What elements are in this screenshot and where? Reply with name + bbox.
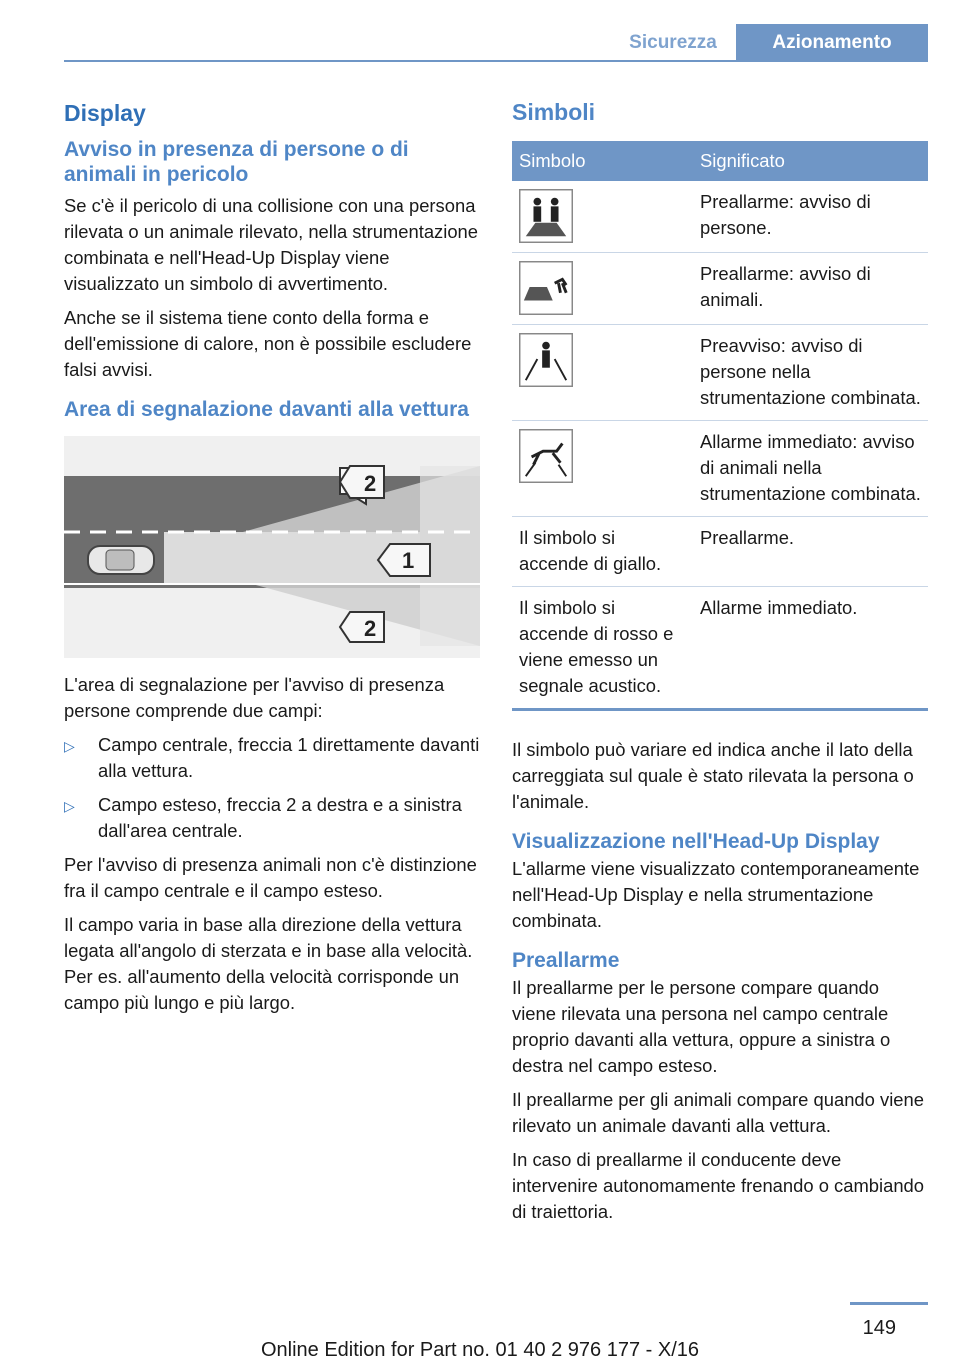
table-row	[512, 587, 928, 710]
paragraph: Anche se il sistema tiene conto della forma e dell'emissione di calore, non è possibile escludere falsi avvisi.	[64, 307, 472, 380]
meaning-cell: Allarme immediato: avviso di animali nella strumentazione combinata.	[693, 421, 928, 517]
edition-footer: Online Edition for Part no. 01 40 2 976 177 - X/16	[260, 1339, 700, 1361]
tab-sicurezza[interactable]: Sicurezza	[629, 32, 717, 53]
paragraph: L'allarme viene visualizzato contemporaneamente nell'Head-Up Display e nella strumentazione combinata.	[512, 858, 920, 931]
right-column	[512, 100, 928, 1233]
table-row	[512, 421, 928, 517]
meaning-cell: Preallarme.	[693, 517, 928, 587]
col-header-meaning: Significato	[693, 141, 928, 181]
list-item: ▷ Campo esteso, freccia 2 a destra e a sinistra dall'area centrale.	[64, 792, 480, 844]
heading-area: Area di segnalazione davanti alla vettura	[64, 398, 469, 421]
triangle-bullet-icon: ▷	[64, 798, 75, 814]
table-row	[512, 325, 928, 421]
left-column	[64, 100, 480, 1024]
symbol-cell: Il simbolo si accende di rosso e viene emesso un segnale acustico.	[512, 587, 693, 710]
deer-warning-icon	[519, 429, 573, 483]
heading-symbols: Simboli	[512, 99, 596, 125]
meaning-cell: Preallarme: avviso di persone.	[693, 181, 928, 253]
diagram-label: 1	[402, 548, 415, 573]
diagram-label: 2	[364, 616, 377, 641]
tab-azionamento[interactable]: Azionamento	[736, 24, 928, 62]
animal-road-icon	[519, 261, 573, 315]
meaning-cell: Preallarme: avviso di animali.	[693, 253, 928, 325]
list-item: ▷ Campo centrale, freccia 1 direttamente davanti alla vettura.	[64, 732, 480, 784]
symbols-table	[512, 141, 928, 711]
person-warning-icon	[519, 333, 573, 387]
paragraph: Per l'avviso di presenza animali non c'è distinzione fra il campo centrale e il campo esteso.	[64, 854, 477, 901]
paragraph: L'area di segnalazione per l'avviso di presenza persone comprende due campi:	[64, 674, 445, 721]
symbol-cell: Il simbolo si accende di giallo.	[512, 517, 693, 587]
paragraph: Il campo varia in base alla direzione della vettura legata all'angolo di sterzata e in base alla velocità. Per es. all'aumento della velocità corrisponde un campo più lungo e più largo.	[64, 914, 473, 1013]
paragraph: Se c'è il pericolo di una collisione con una persona rilevata o un animale rilevato, nella strumentazione combinata e nell'Head-Up Display viene visualizzato un simbolo di avvertimento.	[64, 195, 479, 294]
heading-hud: Visualizzazione nell'Head-Up Display	[512, 830, 880, 853]
table-row	[512, 517, 928, 587]
arrow-1-center	[378, 544, 430, 576]
arrow-2-bottom	[340, 612, 384, 642]
pedestrians-road-icon	[519, 189, 573, 243]
paragraph: Il preallarme per le persone compare quando viene rilevata una persona nel campo centrale proprio davanti alla vettura, oppure a sinistra o destra nel campo esteso.	[512, 977, 891, 1076]
footer-rule	[850, 1302, 928, 1305]
warning-area-diagram	[64, 436, 480, 658]
col-header-symbol: Simbolo	[512, 141, 693, 181]
heading-preallarme: Preallarme	[512, 949, 620, 972]
meaning-cell: Preavviso: avviso di persone nella strumentazione combinata.	[693, 325, 928, 421]
heading-warning: Avviso in presenza di persone o di animali in pericolo	[64, 138, 409, 186]
table-row	[512, 181, 928, 253]
paragraph: Il preallarme per gli animali compare quando viene rilevato un animale davanti alla vettura.	[512, 1089, 924, 1136]
triangle-bullet-icon: ▷	[64, 738, 75, 754]
paragraph: Il simbolo può variare ed indica anche il lato della carreggiata sul quale è stato rilevata la persona o l'animale.	[512, 739, 914, 812]
table-row	[512, 253, 928, 325]
page-number: 149	[862, 1317, 896, 1339]
car-icon	[88, 546, 154, 574]
table-header-row	[512, 141, 928, 181]
meaning-cell: Allarme immediato.	[693, 587, 928, 710]
diagram-label: 2	[364, 471, 377, 496]
paragraph: In caso di preallarme il conducente deve intervenire autonomamente frenando o cambiando di traiettoria.	[512, 1149, 925, 1222]
section-title-display: Display	[64, 100, 146, 126]
